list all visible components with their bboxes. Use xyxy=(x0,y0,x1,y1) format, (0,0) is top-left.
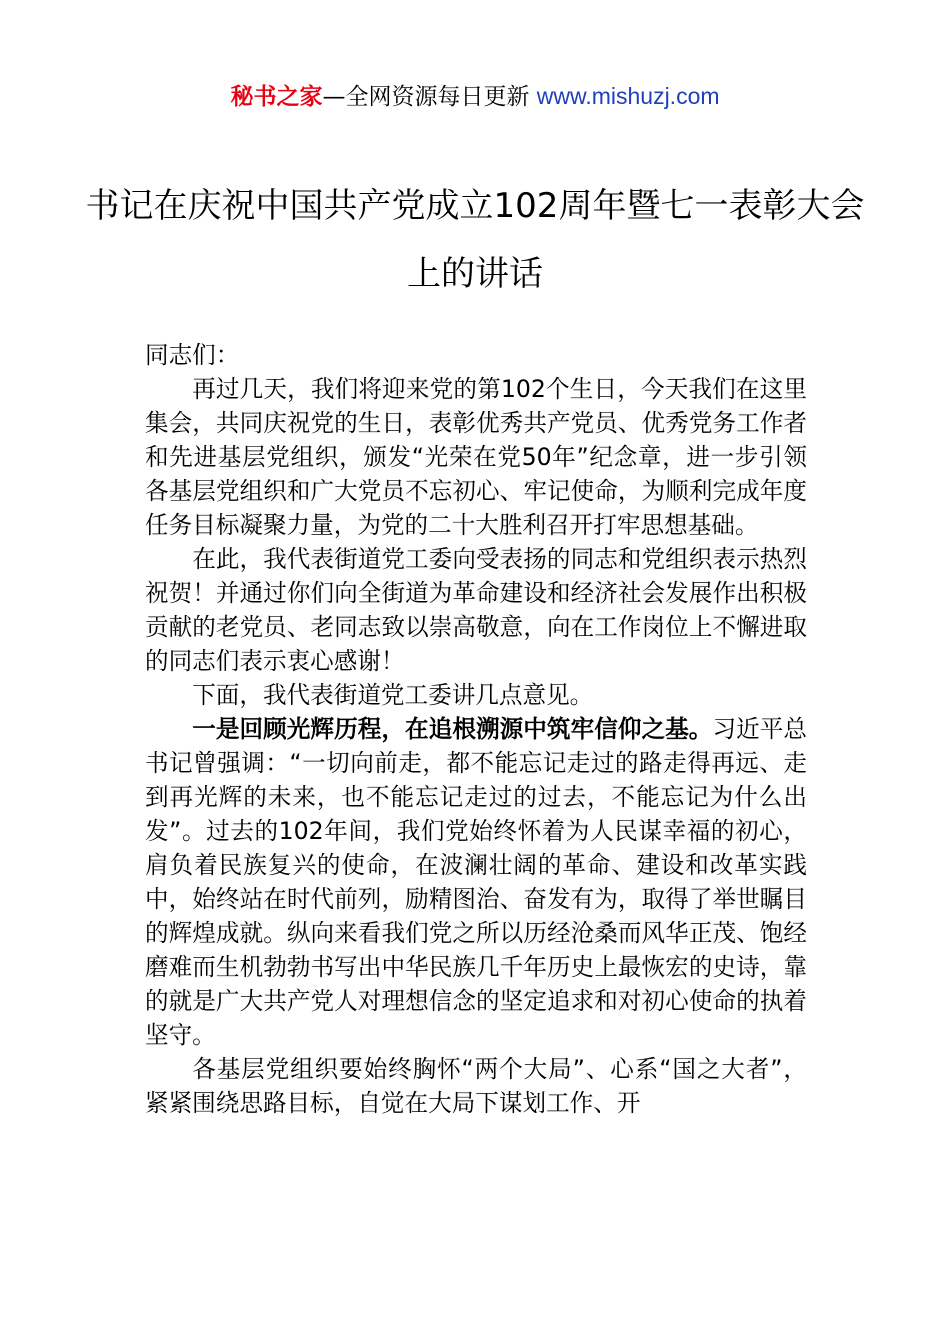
site-url[interactable]: www.mishuzj.com xyxy=(536,83,720,109)
paragraph-1: 再过几天，我们将迎来党的第102个生日，今天我们在这里集会，共同庆祝党的生日，表彰优秀共产党员、优秀党务工作者和先进基层党组织，颁发“光荣在党50年”纪念章，进一步引领各基层党组织和广大党员不忘初心、牢记使命，为顺利完成年度任务目标凝聚力量，为党的二十大胜利召开打牢思想基础。 xyxy=(145,375,807,539)
document-body xyxy=(145,338,807,1120)
header-tagline: —全网资源每日更新 xyxy=(322,84,537,110)
paragraph-2: 在此，我代表街道党工委向受表扬的同志和党组织表示热烈祝贺！并通过你们向全街道为革命建设和经济社会发展作出积极贡献的老党员、老同志致以崇高敬意，向在工作岗位上不懈进取的同志们表示衷心感谢！ xyxy=(145,545,807,675)
document-title: 书记在庆祝中国共产党成立102周年暨七一表彰大会上的讲话 xyxy=(85,186,865,294)
section-one-text: 习近平总书记曾强调：“一切向前走，都不能忘记走过的路走得再远、走到再光辉的未来，也不能忘记走过的过去，不能忘记为什么出发”。过去的102年间，我们党始终怀着为人民谋幸福的初心，肩负着民族复兴的使命，在波澜壮阔的革命、建设和改革实践中，始终站在时代前列，励精图治、奋发有为，取得了举世瞩目的辉煌成就。纵向来看我们党之所以历经沧桑而风华正茂、饱经磨难而生机勃勃书写出中华民族几千年历史上最恢宏的史诗，靠的就是广大共产党人对理想信念的坚定追求和对初心使命的执着坚守。 xyxy=(145,715,808,1049)
section-one-lead: 一是回顾光辉历程，在追根溯源中筑牢信仰之基。 xyxy=(192,715,713,743)
brand-name: 秘书之家 xyxy=(230,84,323,110)
section-one-paragraph xyxy=(145,712,807,1052)
paragraph-final: 各基层党组织要始终胸怀“两个大局”、心系“国之大者”，紧紧围绕思路目标，自觉在大局下谋划工作、开 xyxy=(145,1055,807,1117)
paragraph-3: 下面，我代表街道党工委讲几点意见。 xyxy=(192,681,594,709)
salutation: 同志们： xyxy=(145,341,240,369)
site-header xyxy=(0,80,950,113)
